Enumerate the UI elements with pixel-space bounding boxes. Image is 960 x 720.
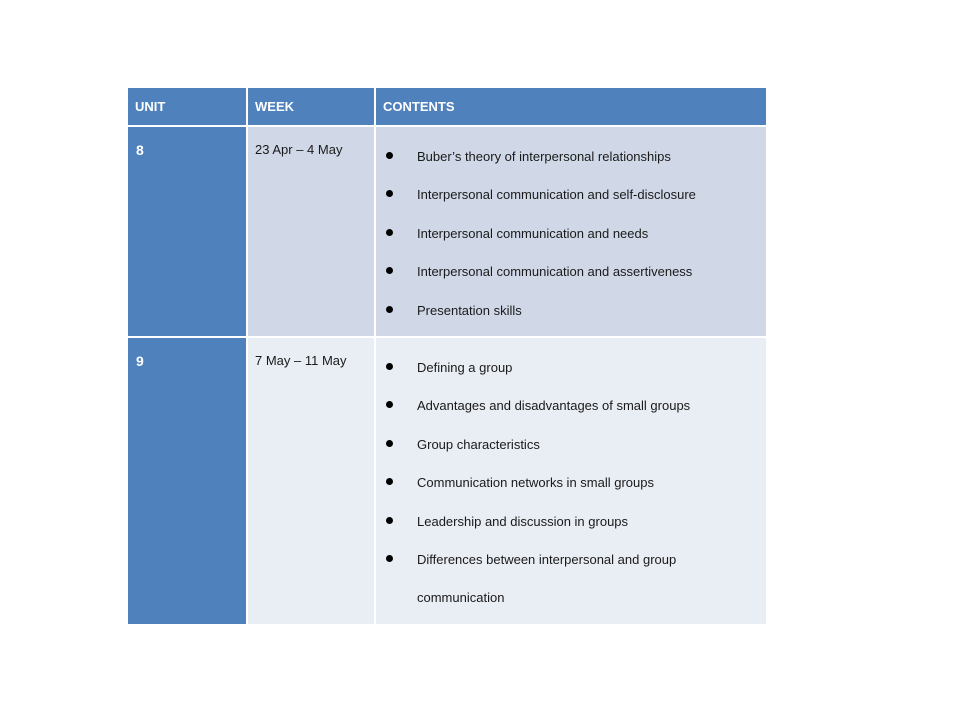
list-item: Communication networks in small groups [376, 464, 766, 502]
bullet-icon [386, 190, 393, 197]
contents-cell [376, 338, 766, 624]
list-item: Interpersonal communication and assertiveness [376, 253, 766, 291]
header-unit: UNIT [128, 88, 246, 125]
list-item: Defining a group [376, 349, 766, 387]
list-item: Group characteristics [376, 426, 766, 464]
bullet-icon [386, 152, 393, 159]
list-item: Advantages and disadvantages of small groups [376, 387, 766, 425]
bullet-icon [386, 517, 393, 524]
contents-cell [376, 127, 766, 336]
list-item: Interpersonal communication and self-disclosure [376, 176, 766, 214]
list-item: Presentation skills [376, 292, 766, 330]
bullet-icon [386, 401, 393, 408]
list-item: Buber’s theory of interpersonal relationships [376, 138, 766, 176]
bullet-icon [386, 363, 393, 370]
week-cell: 7 May – 11 May [248, 338, 374, 624]
list-item: Leadership and discussion in groups [376, 503, 766, 541]
contents-list [376, 127, 766, 336]
contents-list [376, 338, 766, 624]
header-week: WEEK [248, 88, 374, 125]
list-item: Differences between interpersonal and group communication [376, 541, 717, 618]
table-header-row [128, 88, 766, 125]
bullet-icon [386, 555, 393, 562]
course-schedule-table [126, 86, 768, 626]
bullet-icon [386, 440, 393, 447]
unit-number-cell: 9 [128, 338, 246, 624]
bullet-icon [386, 478, 393, 485]
bullet-icon [386, 306, 393, 313]
table-row-unit-8 [128, 127, 766, 336]
bullet-icon [386, 229, 393, 236]
table-row-unit-9 [128, 338, 766, 624]
list-item: Interpersonal communication and needs [376, 215, 766, 253]
header-contents: CONTENTS [376, 88, 766, 125]
bullet-icon [386, 267, 393, 274]
unit-number-cell: 8 [128, 127, 246, 336]
week-cell: 23 Apr – 4 May [248, 127, 374, 336]
